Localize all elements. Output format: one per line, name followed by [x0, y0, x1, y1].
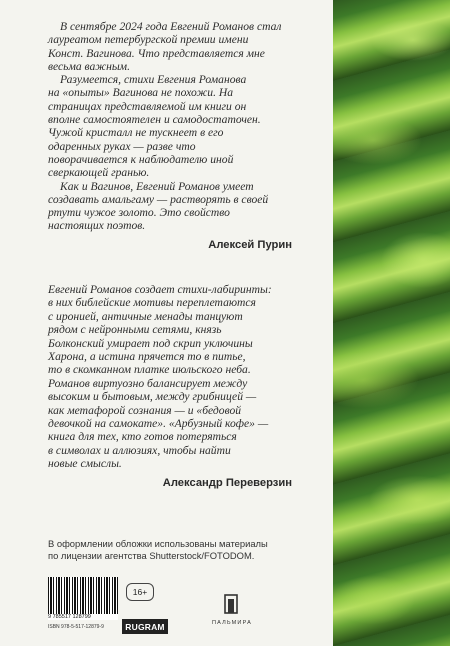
review-1 [48, 20, 310, 252]
barcode [48, 577, 118, 619]
image-credit: В оформлении обложки использованы материалы по лицензии агентства Shutterstock/FOTODOM. [48, 538, 268, 561]
age-rating-badge: 16+ [126, 583, 154, 601]
review-2 [48, 283, 310, 490]
publisher-badge: RUGRAM [122, 619, 168, 634]
publisher-logo-icon [224, 594, 238, 614]
isbn: ISBN 978-5-517-12879-9 [48, 624, 104, 630]
barcode-number: 9 785517 128799 [48, 614, 118, 620]
review-2-text: Евгений Романов создает стихи-лабиринты: в них библейские мотивы переплетаются с иронией, античные менады танцуют рядом с нейронными сетями, князь Болконский умирает под скрип уключины Харона, а истина прячется то в питье, то в скомканном платке июльского неба. Романов виртуозно балансирует между высоким и бытовым, между грибницей — как метафорой сознания — и «бедовой девочкой на самокате». «Арбузный кофе» — книга для тех, кто готов потеряться в символах и аллюзиях, чтобы найти новые смыслы. [48, 283, 272, 471]
review-1-paragraph: В сентябре 2024 года Евгений Романов стал лауреатом петербургской премии имени Конст. Вагинова. Что представляется мне весьма важным. [48, 20, 282, 73]
publisher-logo-text: ПАЛЬМИРА [212, 620, 252, 626]
review-1-paragraph: Разумеется, стихи Евгения Романова на «опыты» Вагинова не похожи. На страницах представляемой им книги он вполне самостоятелен и самодостаточен. Чужой кристалл не тускнеет в его одаренных руках — разве что поворачивается к наблюдателю иной сверкающей гранью. [48, 73, 261, 180]
review-2-author: Александр Переверзин [162, 476, 292, 489]
watermelon-photo [333, 0, 450, 646]
review-1-paragraph: Как и Вагинов, Евгений Романов умеет создавать амальгаму — растворять в своей ртути чужое золото. Это свойство настоящих поэтов. [48, 179, 269, 233]
review-1-author: Алексей Пурин [208, 238, 292, 251]
